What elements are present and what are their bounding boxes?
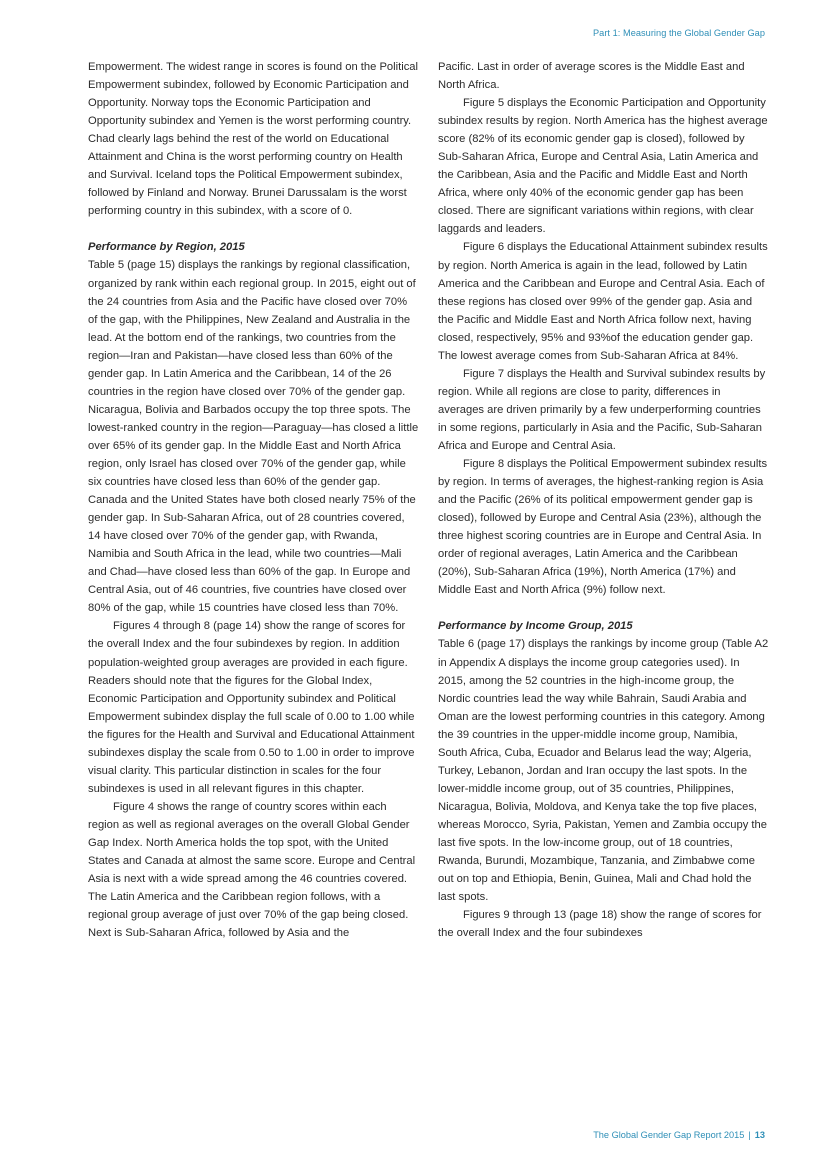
paragraph: Empowerment. The widest range in scores is found on the Political Empowerment subindex, followed by Economic Participation and Opportunity. Norway tops the Economic Participation and Opportunity subindex and Yemen is the worst performing country. Chad clearly lags behind the rest of the world on Educational Attainment and China is the worst performing country on Health and Survival. Iceland tops the Political Empowerment subindex, followed by Finland and Norway. Brunei Darussalam is the worst performing country in this subindex, with a score of 0. [88,61,418,218]
paragraph: Figure 4 shows the range of country scores within each region as well as regional averages on the overall Global Gender Gap Index. North America holds the top spot, with the United States and Canada at almost the same score. Europe and Central Asia is next with a wide spread among the 46 countries covered. The Latin America and the Caribbean region follows, with a regional group average of just over 70% of the gap being closed. Next is Sub-Saharan Africa, followed by Asia and the [88,800,416,940]
paragraph: Pacific. Last in order of average scores is the Middle East and North Africa. [438,61,745,92]
paragraph: Figure 7 displays the Health and Survival subindex results by region. While all regions are close to parity, differences in averages are driven primarily by a few underperforming countries in some regions, particularly in Asia and the Pacific, Sub-Saharan Africa and Europe and Central Asia. [438,367,766,452]
paragraph: Table 6 (page 17) displays the rankings by income group (Table A2 in Appendix A displays the income group categories used). In 2015, among the 52 countries in the high-income group, the Nordic countries lead the way while Bahrain, Saudi Arabia and Oman are the lowest performing countries in this category. Among the 39 countries in the upper-middle income group, Namibia, South Africa, Cuba, Ecuador and Belarus lead the way; Algeria, Turkey, Lebanon, Jordan and Iran occupy the last spots. In the lower-middle income group, out of 35 countries, Philippines, Nicaragua, Bolivia, Moldova, and Kenya take the top five places, whereas Morocco, Syria, Pakistan, Yemen and Zambia occupy the last five spots. In the low-income group, out of 18 countries, Rwanda, Burundi, Mozambique, Tanzania, and Zimbabwe come out on top and Ethiopia, Benin, Guinea, Mali and Chad hold the last spots. [438,638,769,904]
footer-separator: | [748,1130,751,1140]
paragraph: Figures 4 through 8 (page 14) show the range of scores for the overall Index and the four subindexes by region. In addition population-weighted group averages are provided in each figure. Readers should note that the figures for the Global Index, Economic Participation and Opportunity subindex and Political Empowerment subindex display the full scale of 0.00 to 1.00 while the figures for the Health and Survival and Educational Attainment subindexes display the scale from 0.50 to 1.00 in order to improve visual clarity. This particular distinction in scales for the four subindexes is used in all relevant figures in this chapter. [88,620,415,795]
page-number: 13 [754,1130,765,1140]
running-header: Part 1: Measuring the Global Gender Gap [592,28,765,38]
paragraph: Figures 9 through 13 (page 18) show the range of scores for the overall Index and the four subindexes [438,909,762,940]
page-footer [593,1130,765,1140]
paragraph: Figure 5 displays the Economic Participation and Opportunity subindex results by region. North America has the highest average score (82% of its economic gender gap is closed), followed by Sub-Saharan Africa, Europe and Central Asia, Latin America and the Caribbean, Asia and the Pacific and Middle East and North Africa, where only 40% of the economic gender gap has been closed. There are significant variations within regions, with clear laggards and leaders. [438,97,768,236]
left-column [88,58,419,942]
right-column [438,58,769,942]
section-heading-region: Performance by Region, 2015 [88,241,245,254]
paragraph: Table 5 (page 15) displays the rankings by regional classification, organized by rank within each regional group. In 2015, eight out of the 24 countries from Asia and the Pacific have closed over 70% of the gap, with the Philippines, New Zealand and Australia in the lead. At the bottom end of the rankings, two countries from the region—Iran and Pakistan—have closed less than 60% of the gender gap. In Latin America and the Caribbean, 14 of the 26 countries in the region have closed over 70% of the gender gap. Nicaragua, Bolivia and Barbados occupy the top three spots. The lowest-ranked country in the region—Paraguay—has closed a little over 65% of its gender gap. In the Middle East and North Africa region, only Israel has closed over 70% of the gender gap, while six countries have closed less than 60% of the gender gap. Canada and the United States have both closed nearly 75% of the gender gap. In Sub-Saharan Africa, out of 28 countries covered, 14 have closed over 70% of the gender gap, with Rwanda, Namibia and South Africa in the lead, while two countries—Mali and Chad—have closed less than 60% of the gap. In Europe and Central Asia, out of 46 countries, five countries have closed over 80% of the gap, while 15 countries have closed less than 70%. [88,259,419,615]
paragraph: Figure 8 displays the Political Empowerment subindex results by region. In terms of averages, the highest-ranking region is Asia and the Pacific (26% of its political empowerment gender gap is closed), followed by Europe and Central Asia (23%), although the three highest scoring countries are in Europe and Central Asia. In order of regional averages, Latin America and the Caribbean (20%), Sub-Saharan Africa (19%), North America (17%) and Middle East and North Africa (9%) follow next. [438,458,768,597]
paragraph: Figure 6 displays the Educational Attainment subindex results by region. North America is again in the lead, followed by Latin America and the Caribbean and Europe and Central Asia. Each of these regions has closed over 99% of the gender gap. Asia and the Pacific and Middle East and North Africa follow next, having closed, respectively, 95% and 93%of the education gender gap. The lowest average comes from Sub-Saharan Africa at 84%. [438,241,768,362]
section-heading-income: Performance by Income Group, 2015 [438,620,633,633]
report-title: The Global Gender Gap Report 2015 [593,1130,745,1140]
